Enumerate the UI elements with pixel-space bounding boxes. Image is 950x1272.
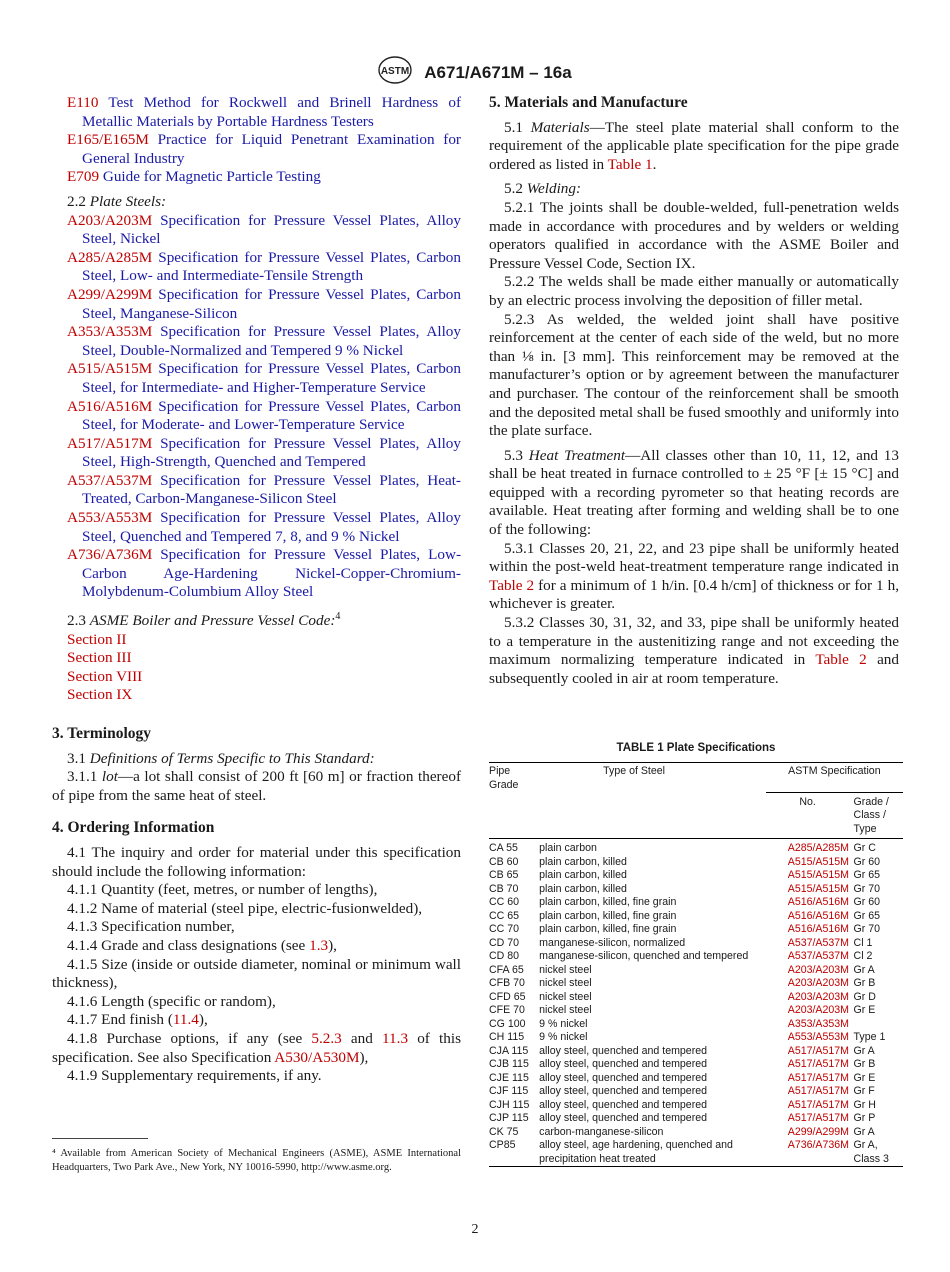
section-4-1-9: 4.1.9 Supplementary requirements, if any.: [67, 1067, 322, 1085]
footnote-marker[interactable]: 4: [335, 611, 341, 623]
table-row: [489, 839, 903, 856]
cell-pipe-grade: CJB 115: [489, 1058, 529, 1070]
cell-grade-class: Gr B: [853, 977, 876, 989]
reference-entry: [52, 472, 461, 509]
cell-pipe-grade: CD 70: [489, 936, 520, 949]
cell-type-of-steel: 9 % nickel: [539, 1031, 588, 1043]
section-4-1-6: 4.1.6 Length (specific or random),: [67, 992, 276, 1010]
astm-logo-icon: [378, 56, 412, 89]
cell-spec-number[interactable]: A353/A353M: [787, 1017, 850, 1030]
cell-pipe-grade: CFD 65: [489, 990, 526, 1003]
cell-grade-class: Type 1: [853, 1031, 886, 1043]
cell-pipe-grade: CB 60: [489, 855, 519, 868]
reference-title-link[interactable]: Test Method for Rockwell and Brinell Hardness of Metallic Materials by Portable Hardness Testers: [82, 94, 461, 130]
cell-spec-number[interactable]: A516/A516M: [787, 923, 850, 935]
section-4-1-2: 4.1.2 Name of material (steel pipe, electric-fusionwelded),: [67, 899, 423, 917]
section-link[interactable]: 11.4: [172, 1011, 199, 1029]
cell-type-of-steel: alloy steel, quenched and tempered: [539, 1112, 708, 1124]
table-row: [489, 1004, 903, 1018]
cell-spec-number[interactable]: A553/A553M: [787, 1031, 850, 1043]
cell-type-of-steel: plain carbon, killed: [539, 855, 627, 868]
cell-pipe-grade: CA 55: [489, 842, 518, 854]
table-row: [489, 1058, 903, 1072]
reference-title-link[interactable]: Specification for Pressure Vessel Plates, Alloy Steel, High-Strength, Quenched and Tempered: [82, 434, 461, 471]
section-number: 5.3: [504, 446, 523, 464]
cell-type-of-steel: plain carbon: [539, 842, 597, 854]
reference-entry: [52, 249, 461, 286]
section-3-1-1: [52, 768, 461, 805]
table-row: [489, 923, 903, 937]
page-header: [0, 56, 950, 89]
reference-code-link[interactable]: E110: [67, 94, 99, 111]
cell-type-of-steel: alloy steel, quenched and tempered: [539, 1085, 708, 1097]
cell-pipe-grade: CD 80: [489, 950, 520, 962]
column-header-astm-spec: ASTM Specification: [766, 763, 903, 793]
column-header-no: No.: [799, 795, 816, 808]
cell-spec-number[interactable]: A515/A515M: [787, 855, 850, 868]
cell-spec-number[interactable]: A203/A203M: [787, 1004, 850, 1016]
table-link[interactable]: Table 2: [489, 576, 535, 594]
cell-type-of-steel: plain carbon, killed: [539, 882, 627, 895]
plate-specifications-table: [489, 762, 903, 1167]
document-title: A671/A671M – 16a: [424, 62, 572, 82]
section-title: ASME Boiler and Pressure Vessel Code:: [89, 612, 336, 630]
cell-grade-class: Cl 2: [853, 950, 873, 962]
cell-type-of-steel: alloy steel, age hardening, quenched and precipitation heat treated: [539, 1139, 733, 1165]
asme-section-link[interactable]: Section IX: [67, 686, 133, 704]
reference-title-link[interactable]: Specification for Pressure Vessel Plates, Carbon Steel, for Moderate- and Lower-Temperature Service: [82, 397, 461, 434]
cell-pipe-grade: CP85: [489, 1139, 516, 1151]
asme-section-list: [52, 631, 461, 705]
reference-title-link[interactable]: Specification for Pressure Vessel Plates, Carbon Steel, Low- and Intermediate-Tensile Strength: [82, 248, 461, 285]
table-row: [489, 1045, 903, 1059]
cell-pipe-grade: CJA 115: [489, 1044, 529, 1057]
section-4-heading: 4. Ordering Information: [52, 819, 215, 837]
table-row: [489, 950, 903, 964]
reference-title-link[interactable]: Specification for Pressure Vessel Plates, Low-Carbon Age-Hardening Nickel-Copper-Chromium-Molybdenum-Columbium Alloy Steel: [82, 546, 461, 601]
reference-title-link[interactable]: Guide for Magnetic Particle Testing: [99, 168, 321, 186]
text: of this specification. See also Specification: [52, 1029, 461, 1066]
cell-pipe-grade: CJH 115: [489, 1098, 530, 1111]
table-row: [489, 910, 903, 924]
table-row: [489, 1126, 903, 1140]
cell-type-of-steel: nickel steel: [539, 1004, 592, 1016]
cell-type-of-steel: manganese-silicon, quenched and tempered: [539, 950, 749, 962]
table-row: [489, 869, 903, 883]
cell-pipe-grade: CB 70: [489, 882, 519, 895]
asme-section-link[interactable]: Section III: [67, 649, 132, 667]
reference-code-link[interactable]: E709: [67, 168, 100, 186]
cell-spec-number[interactable]: A537/A537M: [787, 936, 850, 949]
section-5-heading: 5. Materials and Manufacture: [489, 94, 688, 111]
section-3-heading: 3. Terminology: [52, 725, 152, 743]
cell-grade-class: Gr 70: [853, 882, 881, 895]
section-5-2-2: 5.2.2 The welds shall be made either manually or automatically by an electric process involving the deposition of filler metal.: [489, 273, 899, 309]
cell-spec-number[interactable]: A516/A516M: [787, 896, 850, 908]
section-link[interactable]: 5.2.3: [311, 1029, 342, 1047]
cell-type-of-steel: carbon-manganese-silicon: [539, 1125, 664, 1138]
text: for a minimum of 1 h/in. [0.4 h/cm] of thickness or for 1 h, whichever is greater.: [489, 576, 900, 613]
text: and subsequently cooled in air at room temperature.: [489, 651, 899, 687]
table-row: [489, 1031, 903, 1045]
cell-grade-class: Gr A: [853, 1125, 875, 1138]
cell-grade-class: Gr P: [853, 1112, 876, 1124]
cell-spec-number[interactable]: A517/A517M: [787, 1058, 850, 1070]
cell-grade-class: Gr D: [853, 990, 876, 1003]
cell-spec-number[interactable]: A515/A515M: [787, 869, 850, 881]
definition-text: —a lot shall consist of 200 ft [60 m] or fraction thereof of pipe from the same heat of steel.: [52, 768, 462, 804]
cell-spec-number[interactable]: A285/A285M: [787, 842, 850, 854]
text: —All classes other than 10, 11, 12, and 13 shall be heat treated in furnace controlled to ± 25 °F [± 15 °C] and equipped with a recording pyrometer so that heating records are available. Heat treating after forming and welding shall be to one of the following:: [489, 446, 899, 539]
section-2-2: [52, 193, 461, 212]
reference-code-link[interactable]: A553/A553M: [67, 509, 153, 527]
right-column: [489, 94, 899, 688]
text: 4.1.7 End finish (: [67, 1011, 173, 1029]
section-title: Definitions of Terms Specific to This Standard:: [89, 749, 375, 767]
cell-pipe-grade: CJP 115: [489, 1112, 529, 1124]
asme-section-link[interactable]: Section VIII: [67, 667, 143, 685]
reference-entry: [52, 212, 461, 249]
cell-grade-class: Gr F: [853, 1085, 875, 1097]
cell-spec-number[interactable]: A203/A203M: [787, 990, 850, 1003]
section-link[interactable]: 11.3: [382, 1029, 409, 1047]
reference-title-link[interactable]: Specification for Pressure Vessel Plates, Alloy Steel, Nickel: [82, 211, 461, 248]
footnote: ⁴ Available from American Society of Mechanical Engineers (ASME), ASME International Headquarters, Two Park Ave., New York, NY 10016-5990, http://www.asme.org.: [52, 1148, 461, 1173]
reference-entry: [52, 323, 461, 360]
cell-pipe-grade: CH 115: [489, 1031, 525, 1043]
cell-grade-class: Gr A: [853, 1044, 875, 1057]
table-row: [489, 1112, 903, 1126]
table-row: [489, 896, 903, 910]
column-header-pipe-grade: Pipe Grade: [489, 765, 519, 791]
reference-title-link[interactable]: Specification for Pressure Vessel Plates, Alloy Steel, Quenched and Tempered 7, 8, and 9 % Nickel: [82, 509, 461, 545]
section-number: 3.1: [67, 749, 86, 767]
column-header-grade-class-type: Grade / Class / Type: [853, 795, 889, 835]
reference-code-link[interactable]: A515/A515M: [67, 360, 153, 378]
defined-term: lot: [101, 768, 118, 786]
reference-code-link[interactable]: A517/A517M: [67, 434, 153, 452]
text: 5.3.1 Classes 20, 21, 22, and 23 pipe shall be uniformly heated within the post-weld heat-treatment temperature range indicated in: [489, 539, 899, 576]
text: 5.3.2 Classes 30, 31, 32, and 33, pipe shall be uniformly heated to a temperature in the austenitizing range and not exceeding the maximum normalizing temperature indicated in: [489, 614, 899, 669]
section-4-1-8: [52, 1030, 461, 1067]
cell-type-of-steel: manganese-silicon, normalized: [539, 936, 686, 949]
cell-grade-class: Gr 70: [853, 923, 881, 935]
section-title: Welding:: [526, 180, 582, 198]
section-4-1-4: [52, 937, 461, 956]
reference-code-link[interactable]: A537/A537M: [67, 471, 153, 489]
section-4-1-3: 4.1.3 Specification number,: [67, 918, 235, 936]
reference-entry: [52, 509, 461, 546]
cell-spec-number[interactable]: A203/A203M: [787, 977, 850, 989]
section-5-1: [489, 119, 899, 175]
cell-pipe-grade: CK 75: [489, 1125, 519, 1138]
left-column: [52, 94, 461, 1086]
cell-spec-number[interactable]: A517/A517M: [787, 1112, 850, 1124]
cell-spec-number[interactable]: A515/A515M: [787, 882, 850, 895]
reference-entry: [52, 360, 461, 397]
cell-spec-number[interactable]: A299/A299M: [787, 1125, 850, 1138]
cell-spec-number[interactable]: A736/A736M: [787, 1139, 850, 1151]
section-5-2-3: 5.2.3 As welded, the welded joint shall have positive reinforcement at the center of each side of the weld, but no more than ⅛ in. [3 mm]. This reinforcement may be removed at the manufacturer’s option or by agreement between the manufacturer and purchaser. The contour of the reinforcement shall be smooth and the deposited metal shall be fused smoothly and uniformly into the plate surface.: [489, 310, 899, 440]
reference-title-link[interactable]: Specification for Pressure Vessel Plates, Carbon Steel, for Intermediate- and Higher-Temperature Service: [82, 360, 461, 396]
cell-spec-number[interactable]: A516/A516M: [787, 909, 850, 922]
table-title: TABLE 1 Plate Specifications: [616, 742, 776, 754]
svg-text:ASTM: ASTM: [381, 66, 410, 77]
cell-grade-class: Gr 65: [853, 869, 881, 881]
section-link[interactable]: 1.3: [309, 937, 329, 954]
section-5-2-1: 5.2.1 The joints shall be double-welded, full-penetration welds made in accordance with procedures and by welders or welding operators qualified in accordance with the ASME Boiler and Pressure Vessel Code, Section IX.: [489, 198, 899, 272]
column-header-type-of-steel: Type of Steel: [603, 765, 665, 777]
text: 4.1.4 Grade and class designations (see: [67, 937, 310, 954]
section-5-3-2: [489, 614, 899, 688]
cell-pipe-grade: CC 65: [489, 909, 520, 922]
cell-pipe-grade: CJF 115: [489, 1085, 529, 1097]
section-number: 2.2: [67, 192, 86, 210]
cell-pipe-grade: CB 65: [489, 869, 519, 881]
section-title: Materials: [530, 118, 590, 136]
cell-grade-class: Cl 1: [853, 936, 873, 949]
cell-grade-class: Gr 60: [853, 855, 881, 868]
cell-type-of-steel: plain carbon, killed, fine grain: [539, 896, 677, 908]
cell-type-of-steel: plain carbon, killed: [539, 869, 627, 881]
section-number: 2.3: [67, 612, 86, 630]
reference-title-link[interactable]: Practice for Liquid Penetrant Examination for General Industry: [82, 131, 461, 167]
section-5-2: [489, 180, 899, 199]
referenced-e-standards: [52, 94, 461, 187]
reference-entry: [52, 435, 461, 472]
reference-entry: [52, 131, 461, 168]
cell-type-of-steel: nickel steel: [539, 963, 592, 976]
reference-entry: [52, 286, 461, 323]
section-4-1-5: 4.1.5 Size (inside or outside diameter, nominal or minimum wall thickness),: [52, 955, 461, 992]
table-row: [489, 1139, 903, 1167]
cell-grade-class: Gr A, Class 3: [853, 1139, 889, 1165]
cell-spec-number[interactable]: A517/A517M: [787, 1098, 850, 1111]
cell-type-of-steel: alloy steel, quenched and tempered: [539, 1058, 708, 1070]
page-number: 2: [471, 1222, 479, 1237]
cell-type-of-steel: alloy steel, quenched and tempered: [539, 1071, 708, 1084]
cell-grade-class: Gr B: [853, 1058, 876, 1070]
specification-link[interactable]: A530/A530M: [274, 1048, 360, 1066]
text: 4.1.8 Purchase options, if any (see: [67, 1029, 312, 1047]
cell-grade-class: Gr E: [853, 1071, 876, 1084]
text: .: [652, 155, 657, 173]
reference-code-link[interactable]: A299/A299M: [67, 285, 153, 303]
text: —The steel plate material shall conform to the requirement of the applicable plate specification for the pipe grade ordered as listed in: [489, 118, 900, 173]
section-number: 3.1.1: [67, 768, 98, 786]
referenced-plate-standards: [52, 212, 461, 602]
cell-type-of-steel: plain carbon, killed, fine grain: [539, 923, 677, 935]
table-row: [489, 1072, 903, 1086]
cell-pipe-grade: CC 60: [489, 896, 520, 908]
cell-spec-number[interactable]: A203/A203M: [787, 963, 850, 976]
table-row: [489, 883, 903, 897]
table-link[interactable]: Table 2: [815, 651, 867, 669]
cell-type-of-steel: nickel steel: [539, 977, 592, 989]
section-number: 5.2: [504, 180, 523, 198]
reference-entry: [52, 398, 461, 435]
footnote-divider: [52, 1138, 148, 1139]
section-title: Plate Steels:: [89, 192, 167, 210]
cell-type-of-steel: plain carbon, killed, fine grain: [539, 909, 677, 922]
text: ),: [359, 1048, 369, 1066]
cell-type-of-steel: nickel steel: [539, 990, 592, 1003]
cell-grade-class: [850, 1018, 903, 1032]
section-title: Heat Treatment: [528, 446, 626, 464]
cell-grade-class: Gr H: [853, 1098, 876, 1111]
text: and: [341, 1029, 383, 1047]
cell-spec-number[interactable]: A517/A517M: [787, 1044, 850, 1057]
reference-title-link[interactable]: Specification for Pressure Vessel Plates, Heat-Treated, Carbon-Manganese-Silicon Steel: [82, 471, 461, 508]
cell-pipe-grade: CG 100: [489, 1017, 526, 1030]
table-row: [489, 977, 903, 991]
cell-pipe-grade: CJE 115: [489, 1071, 529, 1084]
cell-pipe-grade: CC 70: [489, 923, 520, 935]
cell-spec-number[interactable]: A537/A537M: [787, 950, 850, 962]
cell-grade-class: Gr 60: [853, 896, 881, 908]
cell-grade-class: Gr C: [853, 842, 876, 854]
cell-type-of-steel: 9 % nickel: [539, 1017, 588, 1030]
table-body: [489, 839, 903, 1167]
reference-entry: [52, 546, 461, 602]
text: ),: [198, 1011, 208, 1029]
table-row: [489, 937, 903, 951]
section-number: 5.1: [504, 118, 523, 136]
table-row: [489, 1085, 903, 1099]
reference-entry: [52, 94, 461, 131]
cell-spec-number[interactable]: A517/A517M: [787, 1085, 850, 1097]
cell-grade-class: Gr A: [853, 963, 875, 976]
cell-grade-class: Gr E: [853, 1004, 876, 1016]
table-link[interactable]: Table 1: [607, 155, 653, 173]
section-4-1: 4.1 The inquiry and order for material under this specification should include the following information:: [52, 844, 461, 880]
section-5-3-1: [489, 540, 899, 614]
table-row: [489, 964, 903, 978]
section-2-3: [52, 608, 461, 631]
cell-type-of-steel: alloy steel, quenched and tempered: [539, 1044, 708, 1057]
reference-code-link[interactable]: E165/E165M: [67, 131, 149, 149]
cell-pipe-grade: CFB 70: [489, 977, 525, 989]
cell-type-of-steel: alloy steel, quenched and tempered: [539, 1098, 708, 1111]
table-row: [489, 991, 903, 1005]
reference-code-link[interactable]: A285/A285M: [67, 248, 153, 266]
reference-entry: [52, 168, 461, 187]
cell-spec-number[interactable]: A517/A517M: [787, 1071, 850, 1084]
cell-pipe-grade: CFA 65: [489, 963, 524, 976]
text: ),: [328, 937, 337, 954]
reference-title-link[interactable]: Specification for Pressure Vessel Plates, Carbon Steel, Manganese-Silicon: [82, 285, 461, 322]
asme-section-link[interactable]: Section II: [67, 630, 127, 648]
section-4-1-1: 4.1.1 Quantity (feet, metres, or number of lengths),: [67, 881, 378, 899]
table-row: [489, 1099, 903, 1113]
cell-pipe-grade: CFE 70: [489, 1004, 525, 1016]
table-row: [489, 1018, 903, 1032]
section-4-1-7: [52, 1011, 461, 1030]
reference-code-link[interactable]: A203/A203M: [67, 211, 153, 229]
table-row: [489, 856, 903, 870]
reference-code-link[interactable]: A516/A516M: [67, 397, 153, 415]
section-5-3: [489, 447, 899, 540]
cell-grade-class: Gr 65: [853, 909, 881, 922]
reference-code-link[interactable]: A353/A353M: [67, 323, 153, 341]
reference-title-link[interactable]: Specification for Pressure Vessel Plates, Alloy Steel, Double-Normalized and Tempered 9 % Nickel: [82, 323, 461, 359]
reference-code-link[interactable]: A736/A736M: [67, 546, 153, 564]
section-3-1: [52, 750, 461, 769]
